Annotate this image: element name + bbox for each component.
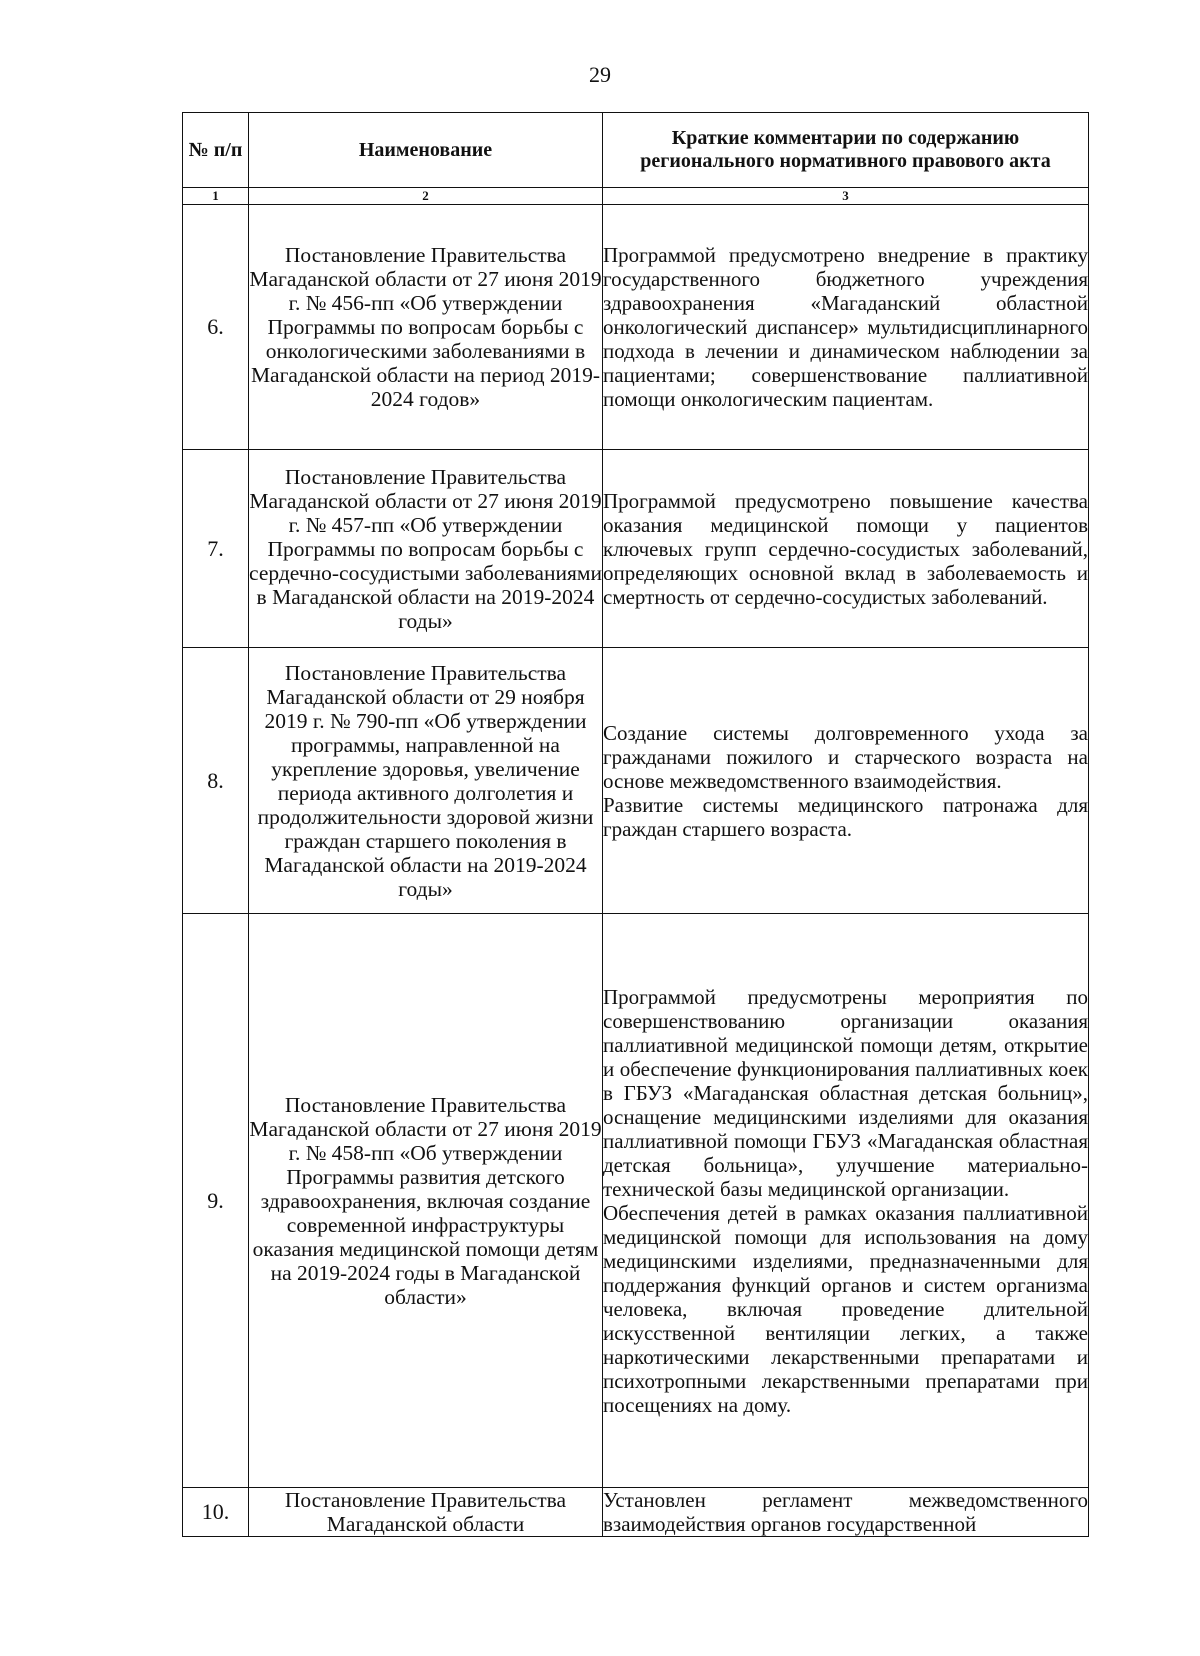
table-row (183, 205, 1089, 450)
act-comment (603, 1488, 1089, 1537)
comment-paragraph: Программой предусмотрено повышение качества оказания медицинской помощи у пациентов ключевых групп сердечно-сосудистых заболеваний, определяющих основной вклад в заболеваемость и смертность от сердечно-сосудистых заболеваний. (603, 488, 1088, 609)
column-index: 3 (603, 188, 1089, 205)
table-row (183, 648, 1089, 914)
act-name: Постановление Правительства Магаданской области от 27 июня 2019 г. № 458-пп «Об утверждении Программы развития детского здравоохранения, включая создание современной инфраструктуры оказания медицинской помощи детям на 2019-2024 годы в Магаданской области» (249, 914, 603, 1488)
comment-paragraph: Создание системы долговременного ухода за гражданами пожилого и старческого возраста на основе межведомственного взаимодействия. (603, 720, 1088, 793)
comment-paragraph: Программой предусмотрены мероприятия по совершенствованию организации оказания паллиативной медицинской помощи детям, открытие и обеспечение функционирования паллиативных коек в ГБУЗ «Магаданская областная детская больниц», оснащение медицинскими изделиями для оказания паллиативной помощи ГБУЗ «Магаданская областная детская больница», улучшение материально-технической базы медицинской организации. (603, 984, 1088, 1201)
column-index: 1 (183, 188, 249, 205)
row-number: 10. (183, 1488, 249, 1537)
act-name: Постановление Правительства Магаданской области от 29 ноября 2019 г. № 790-пп «Об утверждении программы, направленной на укрепление здоровья, увеличение периода активного долголетия и продолжительности здоровой жизни граждан старшего поколения в Магаданской области на 2019-2024 годы» (249, 648, 603, 914)
act-comment (603, 914, 1089, 1488)
table-row (183, 450, 1089, 648)
act-comment (603, 205, 1089, 450)
column-index: 2 (249, 188, 603, 205)
comment-paragraph: Программой предусмотрено внедрение в практику государственного бюджетного учреждения здравоохранения «Магаданский областной онкологический диспансер» мультидисциплинарного подхода в лечении и динамическом наблюдении за пациентами; совершенствование паллиативной помощи онкологическим пациентам. (603, 243, 1088, 411)
header-comment: Краткие комментарии по содержанию регионального нормативного правового акта (603, 113, 1089, 188)
row-number: 6. (183, 205, 249, 450)
act-comment (603, 648, 1089, 914)
comment-paragraph: Обеспечения детей в рамках оказания паллиативной медицинской помощи для использования на дому медицинскими изделиями, предназначенными для поддержания функций органов и систем организма человека, включая проведение длительной искусственной вентиляции легких, а также наркотическими лекарственными препаратами и психотропными лекарственными препаратами при посещениях на дому. (603, 1200, 1088, 1417)
row-number: 8. (183, 648, 249, 914)
table-row (183, 1488, 1089, 1537)
comment-paragraph: Развитие системы медицинского патронажа для граждан старшего возраста. (603, 792, 1088, 841)
row-number: 7. (183, 450, 249, 648)
act-name: Постановление Правительства Магаданской области от 27 июня 2019 г. № 457-пп «Об утверждении Программы по вопросам борьбы с сердечно-сосудистыми заболеваниями в Магаданской области на 2019-2024 годы» (249, 450, 603, 648)
row-number: 9. (183, 914, 249, 1488)
regulations-table (182, 112, 1089, 1537)
act-name: Постановление Правительства Магаданской области (249, 1488, 603, 1537)
comment-paragraph: Установлен регламент межведомственного взаимодействия органов государственной (603, 1488, 1088, 1536)
table-header-row (183, 113, 1089, 188)
table-row (183, 914, 1089, 1488)
header-num: № п/п (183, 113, 249, 188)
act-comment (603, 450, 1089, 648)
column-index-row (183, 188, 1089, 205)
act-name: Постановление Правительства Магаданской области от 27 июня 2019 г. № 456-пп «Об утверждении Программы по вопросам борьбы с онкологическими заболеваниями в Магаданской области на период 2019-2024 годов» (249, 205, 603, 450)
header-name: Наименование (249, 113, 603, 188)
page-number: 29 (589, 62, 611, 87)
